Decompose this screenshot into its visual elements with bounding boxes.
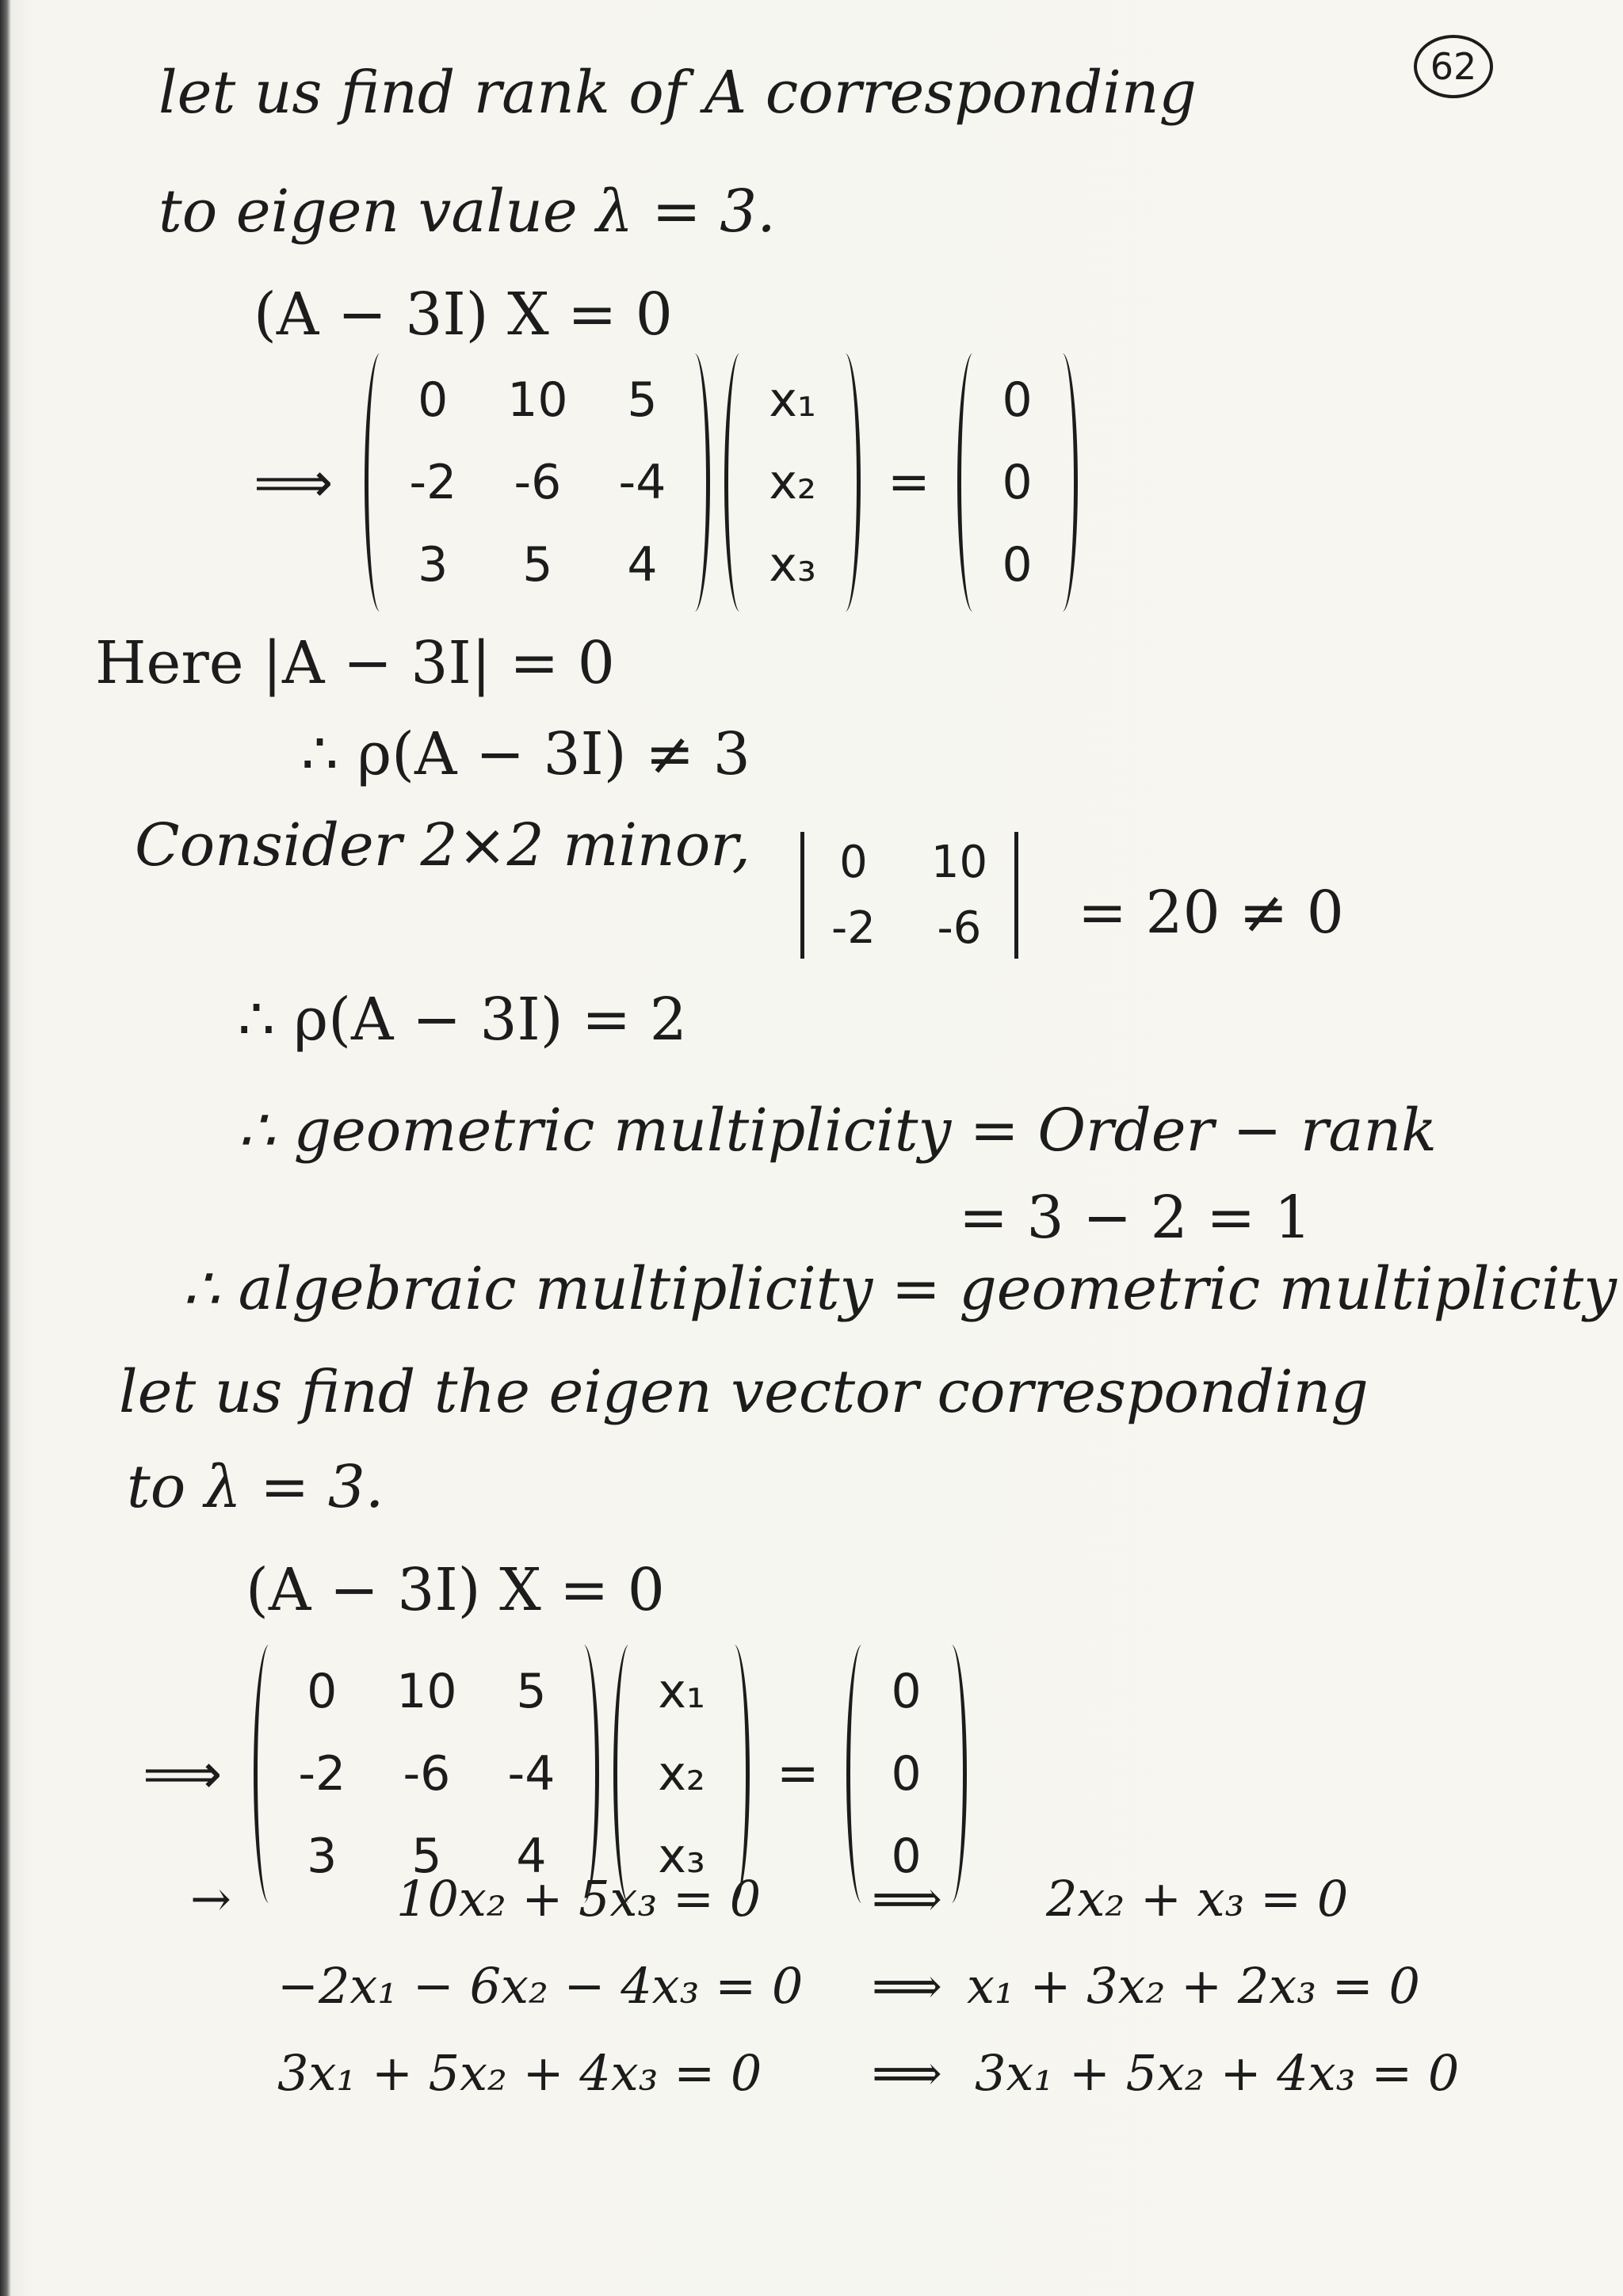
equation-line-1: (A − 3I) X = 0 [254,280,673,349]
vector-cell: 0 [891,1664,922,1719]
matrix-cell: -4 [507,1746,556,1802]
text-line-consider: Consider 2×2 minor, [135,811,751,879]
matrix-cell: 5 [411,1829,442,1884]
text-line-algebraic: ∴ algebraic multiplicity = geometric multiplicity [182,1255,1617,1323]
matrix-cell: 5 [522,537,553,593]
matrix-equation-2 [143,1648,967,1900]
vector-cell: 0 [1002,372,1033,428]
vector-cell: x₂ [658,1746,705,1802]
equation-right-1: 2x₂ + x₃ = 0 [1046,1870,1349,1928]
vector-x [724,357,861,608]
minor-determinant [800,832,1018,959]
vector-zero [957,357,1078,608]
text-line-rank-not-3: ∴ ρ(A − 3I) ≠ 3 [301,720,750,788]
text-line-order-minus-rank: = 3 − 2 = 1 [959,1184,1312,1252]
page-number-badge: 62 [1414,35,1493,98]
text-line-here: Here |A − 3I| = 0 [95,629,615,697]
matrix-cell: -6 [514,455,562,510]
equation-right-3: 3x₁ + 5x₂ + 4x₃ = 0 [975,2044,1460,2102]
matrix-cell: 10 [507,372,568,428]
implies-symbol: ⟹ [872,1870,942,1928]
vector-cell: x₃ [658,1829,705,1884]
text-line-1: let us find rank of A corresponding [158,59,1197,127]
vector-cell: x₁ [769,372,816,428]
equation-left-2: −2x₁ − 6x₂ − 4x₃ = 0 [277,1957,804,2015]
vector-cell: 0 [891,1829,922,1884]
vector-cell: x₁ [658,1664,705,1719]
matrix-cell: 3 [307,1829,338,1884]
implies-symbol: ⟹ [254,450,334,515]
vector-cell: 0 [1002,455,1033,510]
vector-x-2 [613,1648,750,1900]
minor-cell: 10 [930,837,988,888]
matrix-cell: 10 [396,1664,457,1719]
implies-symbol: ⟹ [143,1741,223,1806]
matrix-cell: -4 [618,455,666,510]
minor-value: = 20 ≠ 0 [1078,879,1344,947]
matrix-a-minus-3i [365,357,710,608]
matrix-cell: 4 [516,1829,547,1884]
text-line-2: to eigen value λ = 3. [158,177,776,246]
system-arrow: → [190,1870,231,1928]
equation-line-2: (A − 3I) X = 0 [246,1556,665,1624]
vector-zero-2 [846,1648,967,1900]
minor-cell: -2 [831,902,876,954]
matrix-cell: 5 [627,372,658,428]
equation-left-3: 3x₁ + 5x₂ + 4x₃ = 0 [277,2044,762,2102]
vector-cell: 0 [891,1746,922,1802]
matrix-cell: 0 [307,1664,338,1719]
text-line-lambda: to λ = 3. [127,1453,384,1521]
implies-symbol: ⟹ [872,2044,942,2102]
text-line-geometric: ∴ geometric multiplicity = Order − rank [238,1097,1437,1165]
vector-cell: x₃ [769,537,816,593]
matrix-a-minus-3i-2 [254,1648,599,1900]
matrix-cell: -2 [298,1746,346,1802]
matrix-equation-1 [254,357,1078,608]
matrix-cell: 0 [418,372,449,428]
text-line-rank-2: ∴ ρ(A − 3I) = 2 [238,986,687,1054]
matrix-cell: 3 [418,537,449,593]
vector-cell: x₂ [769,455,816,510]
page-edge-shadow [0,0,11,2296]
matrix-cell: -2 [409,455,457,510]
vector-cell: 0 [1002,537,1033,593]
matrix-cell: 4 [627,537,658,593]
equation-left-1: 10x₂ + 5x₃ = 0 [396,1870,762,1928]
equation-right-2: x₁ + 3x₂ + 2x₃ = 0 [967,1957,1420,2015]
equals-sign: = [887,453,930,512]
matrix-cell: -6 [403,1746,451,1802]
minor-cell: 0 [839,837,868,888]
text-line-eigenvector: let us find the eigen vector corresponding [119,1358,1369,1426]
matrix-cell: 5 [516,1664,547,1719]
minor-cell: -6 [937,902,982,954]
implies-symbol: ⟹ [872,1957,942,2015]
equals-sign: = [776,1745,819,1803]
